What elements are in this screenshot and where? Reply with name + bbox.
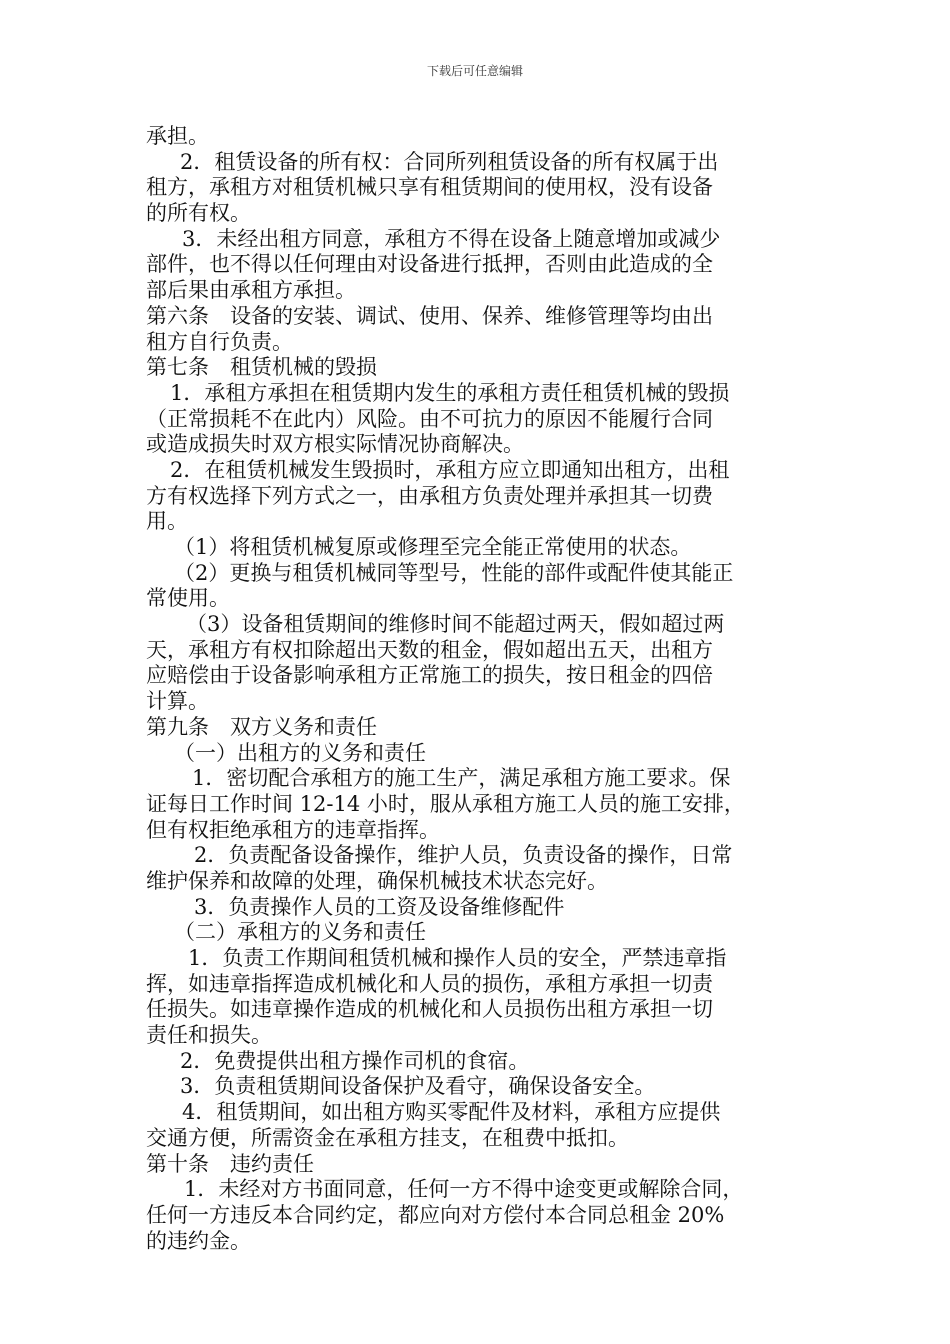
page-header: 下载后可任意编辑 <box>426 64 523 78</box>
text-line: 1．未经对方书面同意，任何一方不得中途变更或解除合同， <box>184 1177 744 1202</box>
text-line: 计算。 <box>146 689 209 714</box>
text-line: 挥，如违章指挥造成机械化和人员的损伤，承租方承担一切责 <box>146 971 713 996</box>
text-line: 应赔偿由于设备影响承租方正常施工的损失，按日租金的四倍 <box>146 663 713 688</box>
text-line: 的违约金。 <box>146 1228 251 1253</box>
text-line: 交通方便，所需资金在承租方挂支，在租费中抵扣。 <box>146 1125 629 1150</box>
text-line: 证每日工作时间 12-14 小时，服从承租方施工人员的施工安排， <box>146 791 745 816</box>
text-line: （1）将租赁机械复原或修理至完全能正常使用的状态。 <box>174 535 692 559</box>
text-line: 或造成损失时双方根实际情况协商解决。 <box>146 432 524 457</box>
text-line: 部件，也不得以任何理由对设备进行抵押，否则由此造成的全 <box>146 252 713 277</box>
text-line: 天，承租方有权扣除超出天数的租金，假如超出五天，出租方 <box>146 637 713 662</box>
text-line: 3．负责操作人员的工资及设备维修配件 <box>194 894 565 919</box>
text-line: 租方，承租方对租赁机械只享有租赁期间的使用权，没有设备 <box>146 175 713 200</box>
document-body <box>146 124 816 1254</box>
text-line: 3．负责租赁期间设备保护及看守，确保设备安全。 <box>180 1074 656 1099</box>
text-line: （3）设备租赁期间的维修时间不能超过两天，假如超过两 <box>186 612 725 637</box>
text-line: 的所有权。 <box>146 201 251 226</box>
text-line: 常使用。 <box>146 586 230 611</box>
text-line: 方有权选择下列方式之一，由承租方负责处理并承担其一切费 <box>146 483 713 508</box>
text-line: （2）更换与租赁机械同等型号，性能的部件或配件使其能正 <box>174 560 734 585</box>
text-line: 责任和损失。 <box>146 1023 272 1048</box>
text-line: 2．租赁设备的所有权：合同所列租赁设备的所有权属于出 <box>180 149 719 174</box>
text-line: 租方自行负责。 <box>146 329 293 354</box>
text-line: 部后果由承租方承担。 <box>146 278 356 303</box>
text-line: （二）承租方的义务和责任 <box>174 920 426 945</box>
text-line: 2．免费提供出租方操作司机的食宿。 <box>180 1048 530 1073</box>
text-line: 2．负责配备设备操作，维护人员，负责设备的操作，日常 <box>194 843 733 868</box>
text-line: 第九条 双方义务和责任 <box>146 714 377 739</box>
text-line: 第七条 租赁机械的毁损 <box>146 355 377 380</box>
text-line: 4．租赁期间，如出租方购买零配件及材料，承租方应提供 <box>182 1100 721 1125</box>
text-line: 3．未经出租方同意，承租方不得在设备上随意增加或减少 <box>182 226 721 251</box>
text-line: （一）出租方的义务和责任 <box>174 740 426 765</box>
text-line: （正常损耗不在此内）风险。由不可抗力的原因不能履行合同 <box>146 406 713 431</box>
text-line: 用。 <box>146 509 188 534</box>
text-line: 任何一方违反本合同约定，都应向对方偿付本合同总租金 20% <box>146 1202 725 1227</box>
text-line: 1．承租方承担在租赁期内发生的承租方责任租赁机械的毁损 <box>170 380 730 405</box>
text-line: 任损失。如违章操作造成的机械化和人员损伤出租方承担一切 <box>146 997 713 1022</box>
text-line: 承担。 <box>146 124 209 148</box>
text-line: 2．在租赁机械发生毁损时，承租方应立即通知出租方，出租 <box>170 457 730 482</box>
text-line: 但有权拒绝承租方的违章指挥。 <box>146 817 440 842</box>
text-line: 1．密切配合承租方的施工生产，满足承租方施工要求。保 <box>192 766 731 791</box>
text-line: 第六条 设备的安装、调试、使用、保养、维修管理等均由出 <box>146 303 713 328</box>
text-line: 第十条 违约责任 <box>146 1151 314 1176</box>
text-line: 维护保养和故障的处理，确保机械技术状态完好。 <box>146 868 608 893</box>
text-line: 1．负责工作期间租赁机械和操作人员的安全，严禁违章指 <box>188 946 727 970</box>
